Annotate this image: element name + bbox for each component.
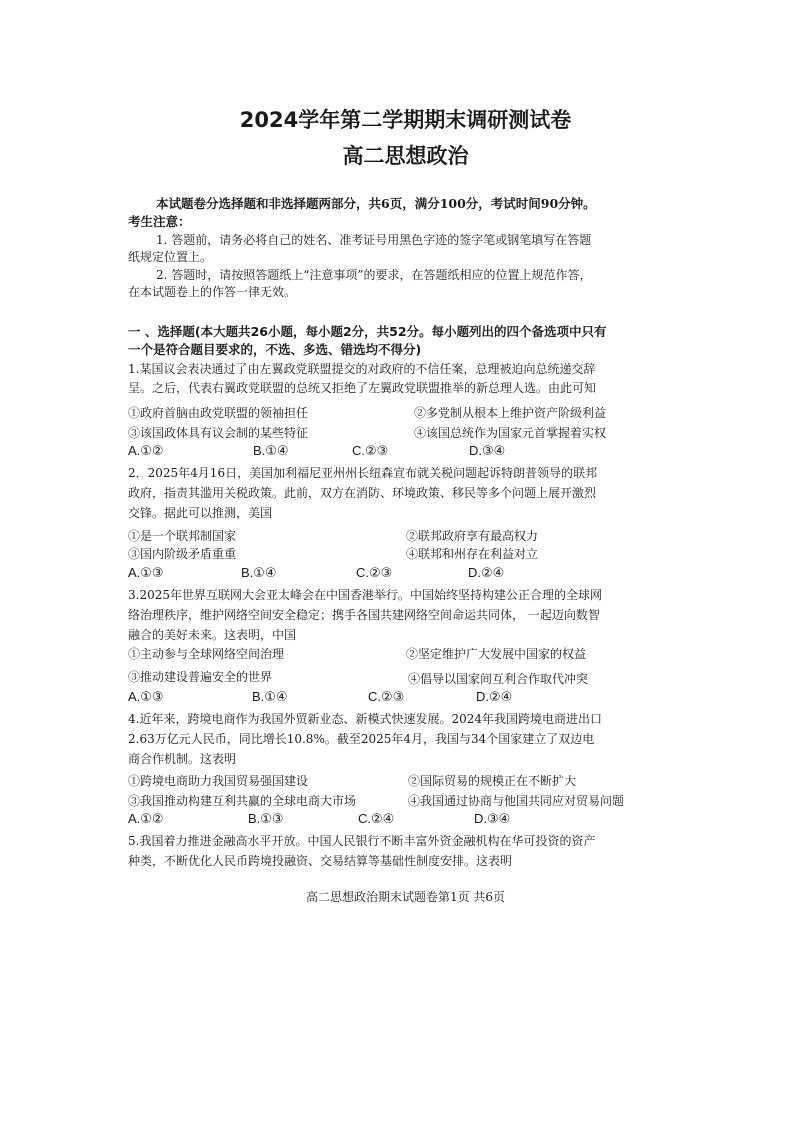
question-item: ②国际贸易的规模正在不断扩大 [408, 774, 577, 788]
question-item: ②多党制从根本上维护资产阶级利益 [414, 406, 607, 420]
option-a: A.①③ [128, 689, 164, 704]
page-footer: 高二思想政治期末试题卷第1页 共6页 [305, 890, 506, 904]
question-stem: 政府，指责其滥用关税政策。此前，双方在消防、环境政策、移民等多个问题上展开激烈 [128, 486, 597, 500]
option-b: B.①④ [253, 443, 289, 458]
notice-line: 纸规定位置上。 [128, 250, 213, 264]
question-item: ①政府首脑由政党联盟的领袖担任 [128, 406, 309, 420]
question-stem: 2．2025年4月16日，美国加利福尼亚州州长纽森宣布就关税问题起诉特朗普领导的联邦 [128, 466, 598, 480]
question-stem: 3.2025年世界互联网大会亚太峰会在中国香港举行。中国始终坚持构建公正合理的全球网 [128, 588, 602, 602]
question-item: ③国内阶级矛盾重重 [128, 547, 237, 561]
question-item: ④我国通过协商与他国共同应对贸易问题 [408, 794, 625, 808]
question-item: ①主动参与全球网络空间治理 [128, 647, 285, 661]
option-b: B.①③ [248, 811, 284, 826]
question-stem: 络治理秩序，维护网络空间安全稳定；携手各国共建网络空间命运共同体， 一起迈向数智 [128, 608, 600, 622]
question-stem: 商合作机制。这表明 [128, 752, 237, 766]
option-a: A.①③ [128, 565, 164, 580]
question-item: ③该国政体具有议会制的某些特征 [128, 426, 309, 440]
exam-title: 2024学年第二学期期末调研测试卷 [239, 108, 572, 132]
question-stem: 5.我国着力推进金融高水平开放。中国人民银行不断丰富外资金融机构在华可投资的资产 [128, 834, 596, 848]
option-c: C.②③ [356, 565, 393, 580]
question-stem: 呈。之后，代表右翼政党联盟的总统又拒绝了左翼政党联盟推举的新总理人选。由此可知 [128, 381, 597, 395]
option-d: D.②④ [476, 689, 513, 704]
question-stem: 1.某国议会表决通过了由左翼政党联盟提交的对政府的不信任案，总理被迫向总统递交辞 [128, 362, 596, 376]
option-c: C.②④ [358, 811, 395, 826]
question-item: ①跨境电商助力我国贸易强国建设 [128, 774, 309, 788]
option-c: C.②③ [368, 689, 405, 704]
option-d: D.②④ [468, 565, 505, 580]
notice-line: 1. 答题前，请务必将自己的姓名、准考证号用黑色字迹的签字笔或钢笔填写在答题 [156, 233, 592, 247]
section-heading: 一 、选择题(本大题共26小题，每小题2分，共52分。每小题列出的四个备选项中只有 [128, 324, 607, 339]
question-item: ④联邦和州存在利益对立 [406, 547, 539, 561]
question-stem: 融合的美好未来。这表明，中国 [128, 628, 297, 642]
question-item: ①是一个联邦制国家 [128, 529, 237, 543]
question-item: ③我国推动构建互利共赢的全球电商大市场 [128, 794, 357, 808]
question-item: ②坚定维护广大发展中国家的权益 [406, 647, 587, 661]
notice-heading: 考生注意： [128, 214, 191, 229]
section-heading: 一个是符合题目要求的，不选、多选、错选均不得分) [128, 342, 422, 357]
question-item: ④倡导以国家间互利合作取代冲突 [408, 672, 589, 686]
option-c: C.②③ [352, 443, 389, 458]
notice-line: 2. 答题时，请按照答题纸上“注意事项”的要求，在答题纸相应的位置上规范作答， [156, 268, 592, 282]
exam-intro: 本试题卷分选择题和非选择题两部分，共6页，满分100分，考试时间90分钟。 [156, 196, 596, 211]
question-item: ②联邦政府享有最高权力 [406, 529, 539, 543]
option-a: A.①② [128, 443, 164, 458]
option-b: B.①④ [241, 565, 277, 580]
option-d: D.③④ [474, 811, 511, 826]
question-stem: 交锋。据此可以推测，美国 [128, 506, 273, 520]
notice-line: 在本试题卷上的作答一律无效。 [128, 285, 297, 299]
option-b: B.①④ [252, 689, 288, 704]
option-a: A.①② [128, 811, 164, 826]
option-d: D.③④ [469, 443, 506, 458]
question-stem: 2.63万亿元人民币，同比增长10.8%。截至2025年4月，我国与34个国家建立了双边电 [128, 732, 595, 746]
question-stem: 4.近年来，跨境电商作为我国外贸新业态、新模式快速发展。2024年我国跨境电商进出口 [128, 712, 602, 726]
question-item: ④该国总统作为国家元首掌握着实权 [414, 426, 607, 440]
question-stem: 种类，不断优化人民币跨境投融资、交易结算等基础性制度安排。这表明 [128, 854, 513, 868]
exam-subject: 高二思想政治 [342, 144, 469, 168]
question-item: ③推动建设普遍安全的世界 [128, 670, 273, 684]
